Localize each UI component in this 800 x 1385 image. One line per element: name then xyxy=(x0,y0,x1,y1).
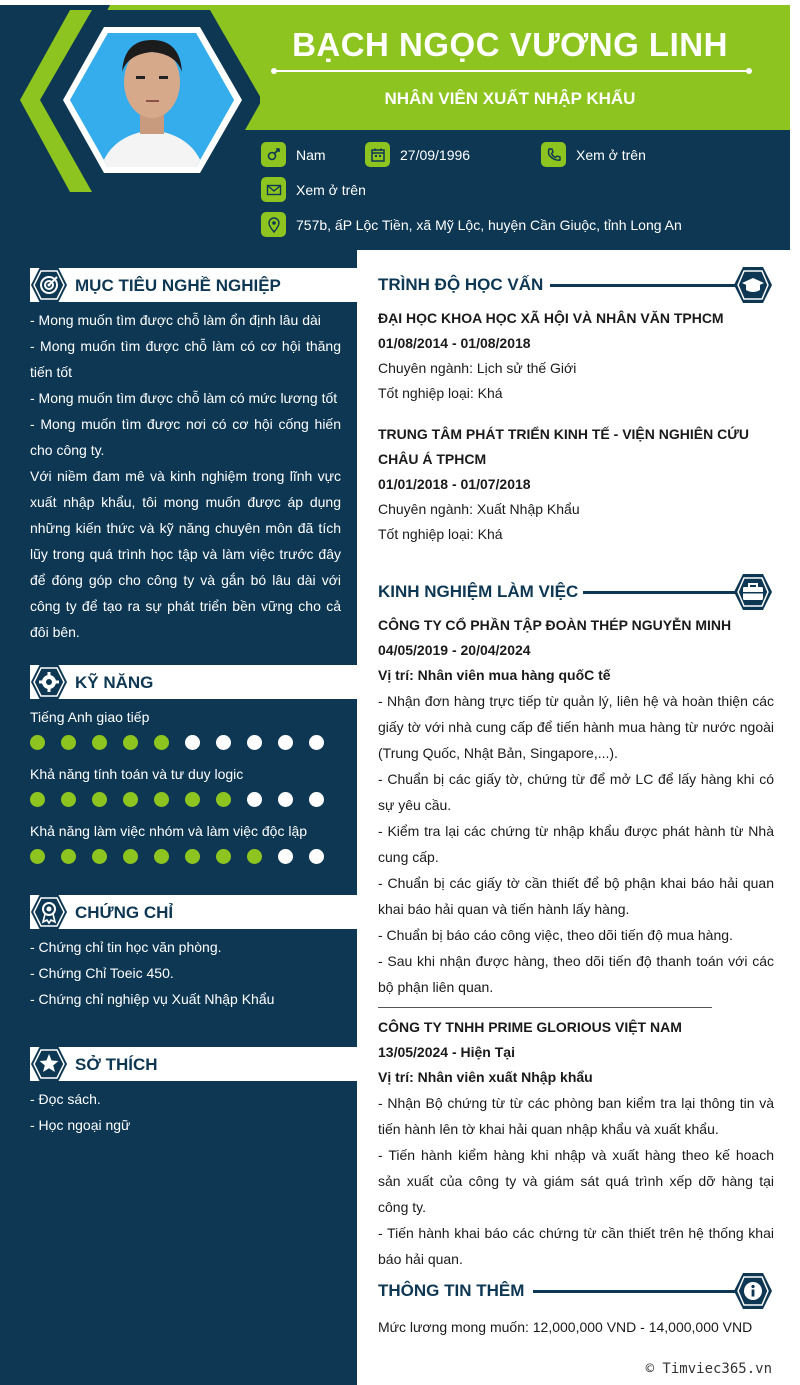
email-icon xyxy=(261,177,286,202)
rating-dot-filled xyxy=(216,792,231,807)
additional-title: THÔNG TIN THÊM xyxy=(378,1281,525,1300)
contact-address xyxy=(261,212,682,237)
email-value: Xem ở trên xyxy=(296,181,366,198)
rating-dot-filled xyxy=(92,735,107,750)
birthday-value: 27/09/1996 xyxy=(400,146,471,163)
rating-dot-filled xyxy=(61,849,76,864)
education-grade: Tốt nghiệp loại: Khá xyxy=(378,526,503,542)
rating-dot-filled xyxy=(247,849,262,864)
rating-dot-filled xyxy=(61,792,76,807)
rating-dot-filled xyxy=(216,849,231,864)
rating-dot-filled xyxy=(123,735,138,750)
rating-dot-filled xyxy=(92,849,107,864)
contact-birthday xyxy=(365,142,470,167)
experience-title: KINH NGHIỆM LÀM VIỆC xyxy=(378,582,579,601)
school-name: TRUNG TÂM PHÁT TRIỂN KINH TẾ - VIỆN NGHIÊN CỨU CHÂU Á TPHCM xyxy=(378,426,749,467)
name-underline xyxy=(273,70,750,72)
rating-dot-empty xyxy=(247,792,262,807)
contact-email xyxy=(261,177,366,202)
rating-dot-filled xyxy=(185,792,200,807)
hobbies-text xyxy=(30,1086,341,1138)
rating-dot-empty xyxy=(309,792,324,807)
objective-line: Với niềm đam mê và kinh nghiệm trong lĩnh vực xuất nhập khẩu, tôi mong muốn được áp dụng những kiến thức và kỹ năng chuyên môn đã tích lũy trong quá trình học tập và làm việc trước đây để đóng góp cho công ty và gắn bó lâu dài với công ty để tạo ra sự phát triển bền vững cho cả đôi bên. xyxy=(30,468,341,640)
additional-rule xyxy=(533,1290,740,1293)
experience-entry xyxy=(378,1015,774,1272)
experience-position: Vị trí: Nhân viên mua hàng quốC tế xyxy=(378,667,611,683)
skill-rating xyxy=(30,735,324,750)
certificate-item: - Chứng Chỉ Toeic 450. xyxy=(30,965,174,981)
certificates-title: CHỨNG CHỈ xyxy=(75,903,174,922)
right-margin xyxy=(790,0,800,1385)
skill-label: Khả năng tính toán và tư duy logic xyxy=(30,766,244,782)
objective-line: - Mong muốn tìm được chỗ làm có cơ hội thăng tiến tốt xyxy=(30,338,341,380)
additional-header xyxy=(378,1274,773,1308)
experience-duty: - Tiến hành khai báo các chứng từ cần thiết trên hệ thống khai báo hải quan. xyxy=(378,1225,774,1267)
rating-dot-filled xyxy=(154,735,169,750)
education-entry xyxy=(378,306,774,406)
certificates-text xyxy=(30,934,341,1012)
contact-phone xyxy=(541,142,646,167)
gender-value: Nam xyxy=(296,146,326,163)
objective-line: - Mong muốn tìm được chỗ làm ổn định lâu dài xyxy=(30,312,321,328)
skills-header xyxy=(30,665,357,699)
company-name: CÔNG TY CỔ PHẦN TẬP ĐOÀN THÉP NGUYỄN MINH xyxy=(378,617,732,633)
rating-dot-empty xyxy=(309,849,324,864)
experience-duty: - Kiểm tra lại các chứng từ nhập khẩu được phát hành từ Nhà cung cấp. xyxy=(378,823,774,865)
education-period: 01/01/2018 - 01/07/2018 xyxy=(378,476,531,492)
rating-dot-empty xyxy=(247,735,262,750)
rating-dot-empty xyxy=(185,735,200,750)
rating-dot-filled xyxy=(154,849,169,864)
certificate-item: - Chứng chỉ tin học văn phòng. xyxy=(30,939,222,955)
rating-dot-filled xyxy=(123,792,138,807)
contact-gender xyxy=(261,142,326,167)
rating-dot-filled xyxy=(30,792,45,807)
target-icon xyxy=(30,266,68,304)
rating-dot-filled xyxy=(123,849,138,864)
experience-position: Vị trí: Nhân viên xuất Nhập khẩu xyxy=(378,1069,593,1085)
hobby-item: - Đọc sách. xyxy=(30,1091,101,1107)
experience-duty: - Nhận Bộ chứng từ từ các phòng ban kiểm tra lại thông tin và tiến hành lên tờ khai hải quan nhập khẩu và xuất khẩu. xyxy=(378,1095,774,1137)
rating-dot-empty xyxy=(278,792,293,807)
experience-duty: - Tiến hành kiểm hàng khi nhập và xuất hàng theo kế hoach sản xuất của công ty và giám sát quá trình xếp dỡ hàng tại công ty. xyxy=(378,1147,774,1215)
location-pin-icon xyxy=(261,212,286,237)
info-icon xyxy=(733,1272,773,1310)
gear-icon xyxy=(30,663,68,701)
phone-icon xyxy=(541,142,566,167)
education-rule xyxy=(550,284,740,287)
rating-dot-filled xyxy=(185,849,200,864)
objective-line: - Mong muốn tìm được nơi có cơ hội cống hiến cho công ty. xyxy=(30,416,341,458)
education-grade: Tốt nghiệp loại: Khá xyxy=(378,385,503,401)
rating-dot-empty xyxy=(278,735,293,750)
rating-dot-empty xyxy=(216,735,231,750)
objective-line: - Mong muốn tìm được chỗ làm có mức lương tốt xyxy=(30,390,338,406)
job-title: NHÂN VIÊN XUẤT NHẬP KHẨU xyxy=(384,89,636,108)
experience-divider xyxy=(378,1007,712,1008)
graduation-cap-icon xyxy=(733,266,773,304)
education-period: 01/08/2014 - 01/08/2018 xyxy=(378,335,531,351)
additional-text: Mức lương mong muốn: 12,000,000 VND - 14,000,000 VND xyxy=(378,1319,753,1335)
company-name: CÔNG TY TNHH PRIME GLORIOUS VIỆT NAM xyxy=(378,1019,682,1035)
experience-period: 13/05/2024 - Hiện Tại xyxy=(378,1044,515,1060)
rating-dot-filled xyxy=(30,735,45,750)
experience-duty: - Chuẩn bị báo cáo công việc, theo dõi tiến độ mua hàng. xyxy=(378,927,733,943)
gender-icon xyxy=(261,142,286,167)
skill-rating xyxy=(30,849,324,864)
experience-duty: - Sau khi nhận được hàng, theo dõi tiến độ thanh toán với các bộ phận liên quan. xyxy=(378,953,774,995)
star-icon xyxy=(30,1045,68,1083)
hobby-item: - Học ngoại ngữ xyxy=(30,1117,131,1133)
rating-dot-filled xyxy=(30,849,45,864)
phone-value: Xem ở trên xyxy=(576,146,646,163)
hobbies-header xyxy=(30,1047,357,1081)
experience-duty: - Chuẩn bị các giấy tờ, chứng từ để mở LC để lấy hàng khi có sự yêu cầu. xyxy=(378,771,774,813)
briefcase-icon xyxy=(733,573,773,611)
school-name: ĐẠI HỌC KHOA HỌC XÃ HỘI VÀ NHÂN VĂN TPHCM xyxy=(378,310,724,326)
candidate-name: BẠCH NGỌC VƯƠNG LINH xyxy=(292,26,728,63)
rating-dot-filled xyxy=(61,735,76,750)
experience-header xyxy=(378,575,773,609)
address-value: 757b, ấP Lộc Tiền, xã Mỹ Lộc, huyện Cần Giuộc, tỉnh Long An xyxy=(296,216,682,233)
education-major: Chuyên ngành: Lịch sử thế Giới xyxy=(378,360,577,376)
experience-period: 04/05/2019 - 20/04/2024 xyxy=(378,642,531,658)
footer-credit: © Timviec365.vn xyxy=(645,1361,772,1377)
experience-duty: - Chuẩn bị các giấy tờ cần thiết để bộ phận khai báo hải quan khai báo hải quan và tiến hành lấy hàng. xyxy=(378,875,774,917)
certificates-header xyxy=(30,895,357,929)
skill-label: Khả năng làm việc nhóm và làm việc độc lập xyxy=(30,823,308,839)
experience-rule xyxy=(583,591,740,594)
objective-title: MỤC TIÊU NGHỀ NGHIỆP xyxy=(75,276,281,295)
avatar-frame xyxy=(0,0,260,200)
education-major: Chuyên ngành: Xuất Nhập Khẩu xyxy=(378,501,580,517)
rating-dot-empty xyxy=(309,735,324,750)
skill-label: Tiếng Anh giao tiếp xyxy=(30,709,150,725)
skill-rating xyxy=(30,792,324,807)
experience-duty: - Nhận đơn hàng trực tiếp từ quản lý, liên hệ và hoàn thiện các giấy tờ với nhà cung cấp để tiến hành mua hàng từ nước ngoài (Trung Quốc, Nhật Bản, Singapore,...). xyxy=(378,693,774,761)
award-icon xyxy=(30,893,68,931)
objective-header xyxy=(30,268,357,302)
education-header xyxy=(378,268,773,302)
objective-text xyxy=(30,307,341,645)
rating-dot-filled xyxy=(92,792,107,807)
certificate-item: - Chứng chỉ nghiệp vụ Xuất Nhập Khẩu xyxy=(30,991,275,1007)
experience-entry xyxy=(378,613,774,1000)
calendar-icon xyxy=(365,142,390,167)
skills-title: KỸ NĂNG xyxy=(75,673,154,692)
hobbies-title: SỞ THÍCH xyxy=(75,1055,158,1074)
education-title: TRÌNH ĐỘ HỌC VẤN xyxy=(378,275,544,294)
rating-dot-empty xyxy=(278,849,293,864)
education-entry xyxy=(378,422,774,547)
rating-dot-filled xyxy=(154,792,169,807)
